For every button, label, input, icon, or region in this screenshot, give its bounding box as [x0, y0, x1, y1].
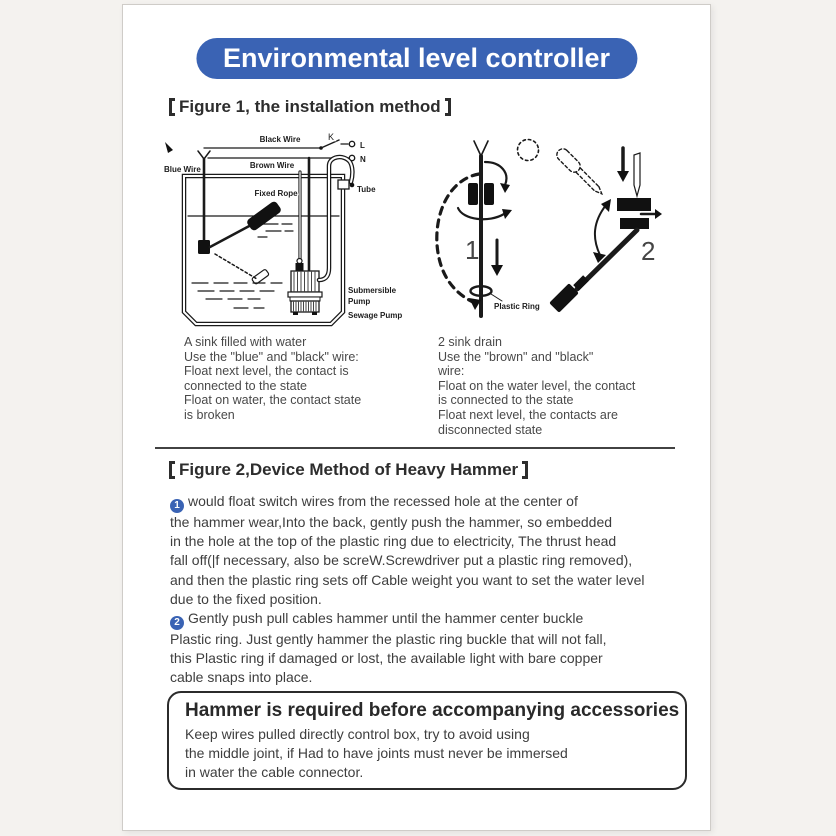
figure2-heading-text: Figure 2,Device Method of Heavy Hammer — [179, 460, 519, 479]
para-line: in the hole at the top of the plastic ring due to electricity, The thrust head — [170, 532, 617, 549]
figure1-heading-text: Figure 1, the installation method — [179, 97, 441, 116]
para-line: due to the fixed position. — [170, 590, 322, 607]
manual-page — [122, 4, 711, 831]
para-line: the hammer wear,Into the back, gently push the hammer, so embedded — [170, 513, 613, 530]
hammer-block-bottom — [620, 218, 649, 229]
notice-heading: Hammer is required before accompanying accessories — [185, 700, 680, 721]
step2-badge: 2 — [170, 616, 184, 630]
caption-line: A sink filled with water — [184, 335, 307, 349]
swivel-arrow — [595, 205, 606, 255]
wire-ends — [474, 141, 488, 156]
bracket-close-decoration — [522, 461, 528, 479]
hammer-half-left — [468, 183, 478, 205]
notice-box — [167, 691, 687, 790]
float-rod — [210, 224, 253, 247]
pump — [288, 259, 322, 316]
switch-label: K — [327, 132, 335, 142]
black-wire-label: Black Wire — [259, 135, 301, 144]
para-line: Gently push pull cables hammer until the hammer center buckle — [188, 610, 584, 627]
plastic-ring-leader — [491, 294, 502, 301]
terminal-N-label: N — [360, 155, 366, 164]
step2-number: 2 — [641, 236, 656, 266]
para-line: would float switch wires from the recessed hole at the center of — [188, 493, 578, 509]
caption-line: Float next level, the contacts are — [438, 407, 618, 422]
bracket-close-decoration — [445, 98, 451, 116]
figure1-heading — [169, 97, 451, 117]
para-line: fall off(|f necessary, also be screW.Screwdriver put a plastic ring removed), — [170, 552, 633, 569]
caption-line: Use the "blue" and "black" wire: — [184, 349, 359, 364]
caption-line: is broken — [184, 407, 235, 422]
caption-line: is connected to the state — [438, 393, 574, 408]
para-line: Plastic ring. Just gently hammer the plastic ring buckle that will not fall, — [170, 630, 607, 647]
hammer-block-top — [617, 198, 651, 211]
caption-line: connected to the state — [184, 378, 308, 393]
caption-line: Use the "brown" and "black" — [438, 349, 594, 364]
notice-line: Keep wires pulled directly control box, try to avoid using — [185, 726, 530, 742]
section-divider — [155, 447, 675, 449]
screwdriver-dotted — [554, 146, 606, 198]
terminal-L-label: L — [360, 141, 365, 150]
page-title: Environmental level controller — [196, 38, 637, 79]
bracket-open-decoration — [169, 98, 175, 116]
figure1-caption-left — [184, 335, 361, 423]
sewage-pump-label: Sewage Pump — [348, 311, 403, 320]
figure2-instructions — [170, 492, 685, 688]
hammer-half-right — [484, 183, 494, 205]
hammer-steps-diagram — [431, 128, 681, 334]
step1-badge: 1 — [170, 499, 184, 513]
submersible-pump-label-1: Submersible — [348, 286, 397, 295]
step1-number: 1 — [465, 235, 480, 265]
caption-line: 2 sink drain — [438, 335, 502, 349]
brown-wire-label: Brown Wire — [249, 161, 295, 170]
dotted-hole-circle — [518, 140, 539, 161]
para-line: this Plastic ring if damaged or lost, the available light with bare copper — [170, 650, 603, 667]
instruction-step-2 — [170, 609, 685, 688]
anchor-weight — [198, 240, 210, 254]
float-alt-position-line — [215, 254, 257, 279]
para-line: cable snaps into place. — [170, 669, 313, 686]
submersible-pump-label-2: Pump — [348, 297, 371, 306]
installation-diagram — [164, 128, 426, 334]
caption-line: Float on the water level, the contact — [438, 378, 636, 393]
fixed-rope-label: Fixed Rope — [254, 189, 298, 198]
water-dashes — [192, 224, 293, 308]
notice-line: the middle joint, if Had to have joints must never be immersed — [185, 745, 568, 761]
notice-line: in water the cable connector. — [185, 764, 364, 780]
para-line: and then the plastic ring sets off Cable weight you want to set the water level — [170, 571, 645, 588]
rotate-arrow-top — [485, 162, 506, 185]
caption-line: wire: — [438, 364, 465, 379]
blue-wire-label: Blue Wire — [164, 165, 201, 174]
tube-label: Tube — [357, 185, 376, 194]
ink-fleck — [165, 142, 173, 153]
float-ghost — [251, 269, 269, 285]
terminal-L — [349, 141, 354, 146]
caption-line: Float next level, the contact is — [184, 364, 349, 379]
plastic-ring-label: Plastic Ring — [494, 302, 540, 311]
tube-fitting — [338, 180, 349, 189]
hammer-weight — [549, 283, 579, 313]
instruction-step-1 — [170, 492, 685, 609]
caption-line: Float on water, the contact state — [184, 393, 362, 408]
bracket-open-decoration — [169, 461, 175, 479]
figure1-caption-right — [438, 335, 635, 437]
caption-line: disconnected state — [438, 422, 543, 437]
figure2-heading — [169, 460, 528, 480]
screwdriver-blade — [634, 153, 640, 196]
